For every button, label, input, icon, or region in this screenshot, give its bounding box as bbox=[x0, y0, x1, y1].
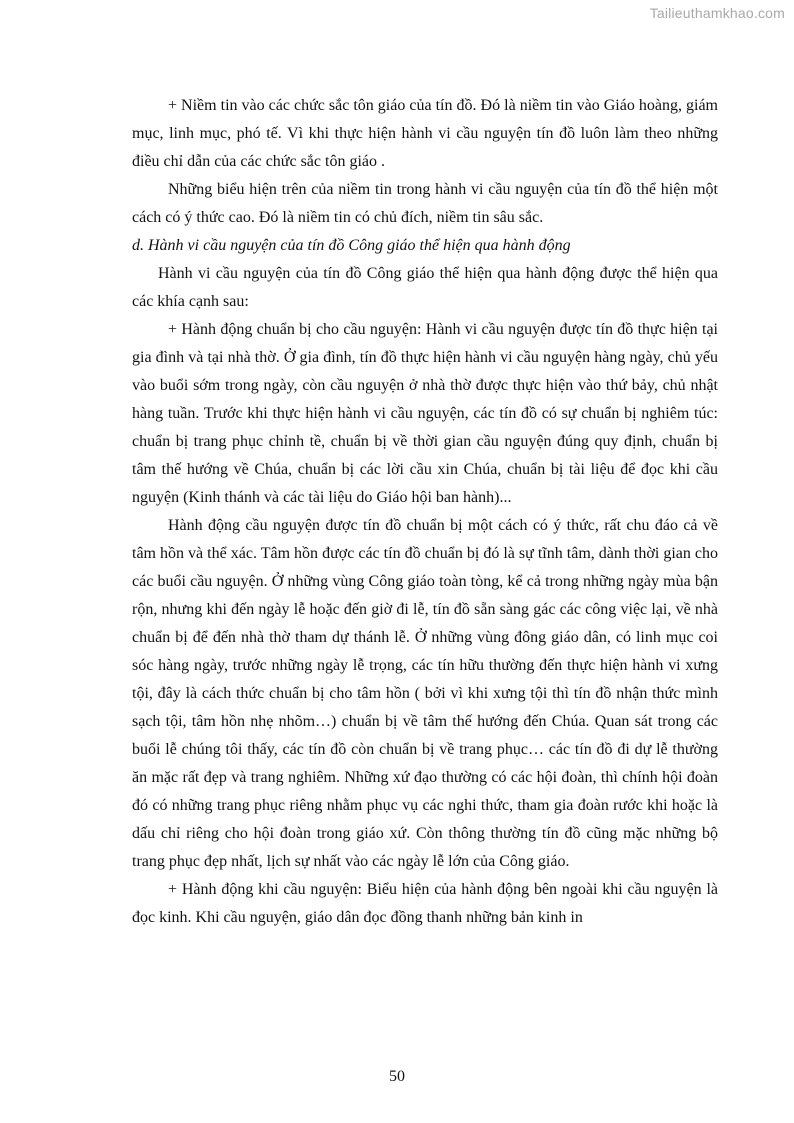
section-heading-d: d. Hành vi cầu nguyện của tín đồ Công giáo thể hiện qua hành động bbox=[132, 237, 571, 254]
page-body bbox=[132, 92, 718, 932]
paragraph-action-detail: Hành động cầu nguyện được tín đồ chuẩn bị một cách có ý thức, rất chu đáo cả về tâm hồn và thể xác. Tâm hồn được các tín đồ chuẩn bị đó là sự tĩnh tâm, dành thời gian cho các buổi cầu nguyện. Ở những vùng Công giáo toàn tòng, kể cả trong những ngày mùa bận rộn, nhưng khi đến ngày lễ hoặc đến giờ đi lễ, tín đồ sẵn sàng gác các công việc lại, về nhà chuẩn bị để đến nhà thờ tham dự thánh lễ. Ở những vùng đông giáo dân, có linh mục coi sóc hàng ngày, trước những ngày lễ trọng, các tín hữu thường đến thực hiện hành vi xưng tội, đây là cách thức chuẩn bị cho tâm hồn ( bởi vì khi xưng tội thì tín đồ nhận thức mình sạch tội, tâm hồn nhẹ nhõm…) chuẩn bị về tâm thế hướng đến Chúa. Quan sát trong các buổi lễ chúng tôi thấy, các tín đồ còn chuẩn bị về trang phục… các tín đồ đi dự lễ thường ăn mặc rất đẹp và trang nghiêm. Những xứ đạo thường có các hội đoàn, thì chính hội đoàn đó có những trang phục riêng nhằm phục vụ các nghi thức, tham gia đoàn rước khi hoặc là dấu chỉ riêng cho hội đoàn trong giáo xứ. Còn thông thường tín đồ cũng mặc những bộ trang phục đẹp nhất, lịch sự nhất vào các ngày lễ lớn của Công giáo. bbox=[132, 517, 718, 870]
paragraph-belief-summary: Những biểu hiện trên của niềm tin trong hành vi cầu nguyện của tín đồ thể hiện một cách có ý thức cao. Đó là niềm tin có chủ đích, niềm tin sâu sắc. bbox=[132, 181, 718, 226]
paragraph-belief-clergy: + Niềm tin vào các chức sắc tôn giáo của tín đồ. Đó là niềm tin vào Giáo hoàng, giám mục, linh mục, phó tế. Vì khi thực hiện hành vi cầu nguyện tín đồ luôn làm theo những điều chỉ dẫn của các chức sắc tôn giáo . bbox=[132, 97, 718, 170]
paragraph-action-during-prayer: + Hành động khi cầu nguyện: Biểu hiện của hành động bên ngoài khi cầu nguyện là đọc kinh. Khi cầu nguyện, giáo dân đọc đồng thanh những bản kinh in bbox=[132, 881, 718, 926]
page-number: 50 bbox=[389, 1068, 405, 1085]
paragraph-action-preparation: + Hành động chuẩn bị cho cầu nguyện: Hành vi cầu nguyện được tín đồ thực hiện tại gia đình và tại nhà thờ. Ở gia đình, tín đồ thực hiện hành vi cầu nguyện hàng ngày, chủ yếu vào buổi sớm trong ngày, còn cầu nguyện ở nhà thờ được thực hiện vào thứ bảy, chủ nhật hàng tuần. Trước khi thực hiện hành vi cầu nguyện, các tín đồ có sự chuẩn bị nghiêm túc: chuẩn bị trang phục chỉnh tề, chuẩn bị về thời gian cầu nguyện đúng quy định, chuẩn bị tâm thế hướng về Chúa, chuẩn bị các lời cầu xin Chúa, chuẩn bị tài liệu để đọc khi cầu nguyện (Kinh thánh và các tài liệu do Giáo hội ban hành)... bbox=[132, 321, 718, 506]
paragraph-action-intro: Hành vi cầu nguyện của tín đồ Công giáo thể hiện qua hành động được thể hiện qua các khía cạnh sau: bbox=[132, 265, 718, 310]
watermark: Tailieuthamkhao.com bbox=[649, 5, 785, 21]
